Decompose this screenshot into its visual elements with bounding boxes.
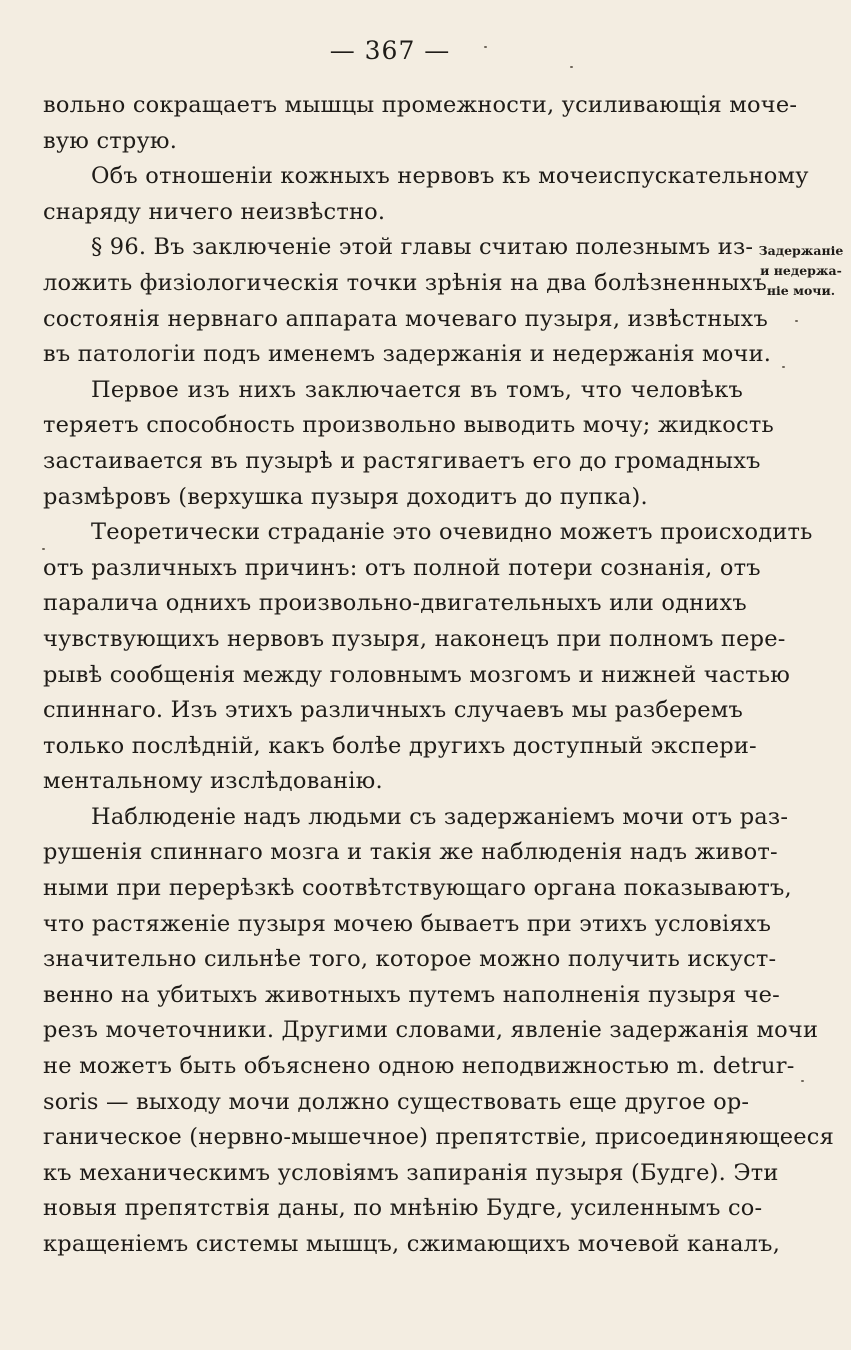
text-line: снаряду ничего неизвѣстно. xyxy=(43,198,386,225)
text-line: только послѣдній, какъ болѣе другихъ доступный экспери- xyxy=(43,732,757,759)
text-line: что растяженіе пузыря мочею бываетъ при этихъ условіяхъ xyxy=(43,910,772,937)
text-line: § 96. Въ заключеніе этой главы считаю полезнымъ из- xyxy=(91,234,754,261)
text-line: кращеніемъ системы мышцъ, сжимающихъ мочевой каналъ, xyxy=(43,1231,781,1257)
text-line: застаивается въ пузырѣ и растягиваетъ его до громадныхъ xyxy=(43,447,761,474)
text-line: Теоретически страданіе это очевидно можетъ происходить xyxy=(91,519,813,546)
text-line: Первое изъ нихъ заключается въ томъ, что человѣкъ xyxy=(91,376,743,403)
text-line: рушенія спиннаго мозга и такія же наблюденія надъ живот- xyxy=(43,839,778,866)
text-line: теряетъ способность произвольно выводить мочу; жидкость xyxy=(43,412,774,439)
text-line: вольно сокращаетъ мышцы промежности, усиливающія моче- xyxy=(43,92,798,118)
text-line: ными при перерѣзкѣ соотвѣтствующаго органа показываютъ, xyxy=(43,875,792,902)
text-line: ганическое (нервно-мышечное) препятствіе, присоединяющееся xyxy=(43,1124,834,1151)
paper-speck xyxy=(801,1080,804,1082)
margin-note-line: Задержаніе xyxy=(758,243,844,258)
text-line: Объ отношеніи кожныхъ нервовъ къ мочеиспускательному xyxy=(91,163,809,190)
text-line: вую струю. xyxy=(43,127,178,154)
text-line: новыя препятствія даны, по мнѣнію Будге, усиленнымъ со- xyxy=(43,1195,763,1222)
text-line: значительно сильнѣе того, которое можно получить искуст- xyxy=(43,946,777,973)
paper-speck xyxy=(782,366,785,368)
text-line: спиннаго. Изъ этихъ различныхъ случаевъ мы разберемъ xyxy=(43,697,743,724)
text-line: отъ различныхъ причинъ: отъ полной потери сознанія, отъ xyxy=(43,554,761,581)
text-line: не можетъ быть объяснено одною неподвижностью m. detrur- xyxy=(43,1053,795,1080)
text-line: резъ мочеточники. Другими словами, явленіе задержанія мочи xyxy=(43,1017,819,1044)
paper-speck xyxy=(42,548,45,550)
text-line: чувствующихъ нервовъ пузыря, наконецъ при полномъ пере- xyxy=(43,625,786,652)
margin-note-line: и недержа- xyxy=(760,263,842,278)
paper-speck xyxy=(795,320,798,322)
text-line: ментальному изслѣдованію. xyxy=(43,768,383,795)
text-line: рывѣ сообщенія между головнымъ мозгомъ и нижней частью xyxy=(43,661,791,688)
text-line: паралича однихъ произвольно-двигательныхъ или однихъ xyxy=(43,590,747,617)
paper-speck xyxy=(484,46,487,48)
text-line: состоянія нервнаго аппарата мочеваго пузыря, извѣстныхъ xyxy=(43,305,768,332)
text-line: размѣровъ (верхушка пузыря доходитъ до пупка). xyxy=(43,483,648,510)
text-line: soris — выходу мочи должно существовать еще другое ор- xyxy=(43,1088,750,1115)
text-line: ложить физіологическія точки зрѣнія на два болѣзненныхъ xyxy=(43,269,767,296)
paper-speck xyxy=(570,66,573,68)
margin-note-line: ніе мочи. xyxy=(766,283,836,298)
text-line: въ патологіи подъ именемъ задержанія и недержанія мочи. xyxy=(43,341,772,368)
margin-note xyxy=(757,241,845,301)
page-number: — 367 — xyxy=(329,36,451,65)
text-line: Наблюденіе надъ людьми съ задержаніемъ мочи отъ раз- xyxy=(91,803,789,830)
text-line: венно на убитыхъ животныхъ путемъ наполненія пузыря че- xyxy=(43,981,780,1008)
text-line: къ механическимъ условіямъ запиранія пузыря (Будге). Эти xyxy=(43,1159,779,1186)
